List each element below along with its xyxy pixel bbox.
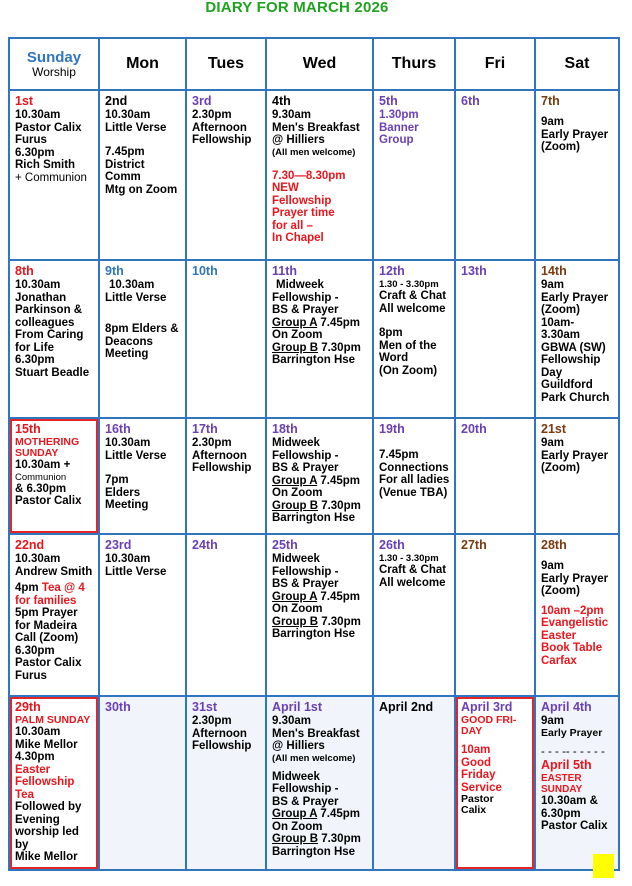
calendar-table: [8, 37, 620, 871]
day-cell: [99, 418, 186, 534]
event-text: Friday: [461, 769, 496, 781]
day-date: 6th: [461, 94, 480, 108]
week-row-3: [9, 418, 619, 534]
day-cell: [373, 90, 455, 260]
day-cell: [9, 534, 99, 696]
event-text: All welcome: [379, 302, 446, 315]
event-text: Barrington Hse: [272, 628, 356, 640]
event-text: for Madeira: [15, 619, 77, 632]
event-text: 9.30am: [272, 109, 312, 121]
event-text: Group: [379, 134, 414, 146]
event-text: Furus: [15, 134, 47, 146]
event-text: Meeting: [105, 499, 149, 511]
day-date: 19th: [379, 422, 405, 436]
page-title: DIARY FOR MARCH 2026: [205, 0, 389, 16]
day-cell: [266, 418, 373, 534]
day-cell: [99, 90, 186, 260]
day-date: 31st: [192, 700, 218, 714]
event-text: for all –: [272, 219, 313, 232]
event-text: [272, 833, 368, 846]
event-text: 6.30pm: [541, 807, 581, 820]
event-text: Little Verse: [105, 449, 167, 462]
event-text: 10.30am: [105, 109, 151, 121]
group-time: 7.30pm: [318, 499, 361, 512]
event-text: 7.45pm: [379, 449, 419, 461]
day-date: 18th: [272, 422, 298, 436]
day-date: 23rd: [105, 538, 132, 552]
event-text: Communion: [15, 471, 67, 483]
event-text: 2.30pm: [192, 715, 232, 727]
event-text: All welcome: [379, 576, 446, 589]
event-text: Word: [379, 352, 409, 364]
day-date: 22nd: [15, 538, 45, 552]
event-text: [272, 591, 368, 604]
event-text: 8pm Elders &: [105, 323, 179, 335]
event-text: Mike Mellor: [15, 851, 78, 863]
event-text: Deacons: [105, 335, 153, 348]
event-text: @ Hilliers: [272, 740, 325, 752]
event-text: BS & Prayer: [272, 795, 339, 808]
event-text: (All men welcome): [272, 752, 356, 764]
event-text: Fellowship: [272, 194, 332, 207]
event-text: EASTER: [541, 773, 582, 784]
group-time: 7.45pm: [317, 808, 360, 820]
event-text: Pastor Calix: [15, 121, 82, 134]
event-text: 10.30am: [105, 553, 151, 565]
event-text: Service: [461, 781, 502, 794]
event-text: Little Verse: [105, 121, 167, 134]
group-label: Group B: [272, 615, 318, 628]
day-date: 28th: [541, 538, 567, 552]
event-text: 10am –2pm: [541, 604, 604, 617]
day-date: 16th: [105, 422, 131, 436]
event-text: (On Zoom): [379, 364, 438, 377]
event-text: Rich Smith: [15, 159, 76, 171]
event-text: 10am-: [541, 316, 575, 329]
event-text: 1.30 - 3.30pm: [379, 279, 439, 290]
event-text: BS & Prayer: [272, 578, 339, 590]
event-text: [272, 475, 368, 488]
day-cell: [373, 534, 455, 696]
event-text: 9am: [541, 437, 565, 449]
event-text: SUNDAY: [541, 784, 583, 795]
event-text: Barrington Hse: [272, 845, 356, 858]
day-cell: [535, 418, 619, 534]
event-text: & 6.30pm: [15, 482, 67, 495]
header-fri: Fri: [455, 38, 535, 90]
event-text: Mike Mellor: [15, 738, 78, 751]
event-text: 3.30am: [541, 329, 581, 341]
day-cell: [373, 418, 455, 534]
day-date: 20th: [461, 422, 487, 436]
event-text: Banner: [379, 121, 419, 134]
event-text: Early Prayer: [541, 128, 609, 141]
header-row: [9, 38, 619, 90]
event-text: Pastor Calix: [15, 495, 82, 507]
header-wed: Wed: [266, 38, 373, 90]
day-cell: [99, 534, 186, 696]
day-date: 11th: [272, 264, 298, 278]
day-date: 8th: [15, 264, 34, 278]
event-text: Midweek: [272, 553, 320, 565]
day-date: 5th: [379, 94, 398, 108]
event-text: + Communion: [15, 171, 87, 184]
header-tue: Tues: [186, 38, 266, 90]
event-text: Men of the: [379, 339, 437, 352]
event-text: Midweek: [272, 770, 320, 783]
event-highlight: Tea @ 4: [41, 582, 85, 594]
day-cell: [535, 534, 619, 696]
event-text: Barrington Hse: [272, 354, 356, 366]
group-label: Group A: [272, 474, 318, 487]
day-date: 9th: [105, 264, 124, 278]
day-date: 12th: [379, 264, 405, 278]
event-text: 5pm Prayer: [15, 607, 78, 619]
group-label: Group A: [272, 316, 318, 329]
event-text: 10.30am: [15, 279, 61, 291]
day-cell-highlighted: [9, 418, 99, 534]
event-text: Afternoon: [192, 121, 247, 134]
event-text: 9am: [541, 116, 565, 128]
event-text: @ Hilliers: [272, 134, 325, 146]
group-time: 7.45pm: [317, 474, 360, 487]
header-sunday: [9, 38, 99, 90]
day-cell: [455, 90, 535, 260]
day-cell: [266, 260, 373, 418]
day-cell: [535, 90, 619, 260]
event-text: Mtg on Zoom: [105, 183, 178, 196]
event-text: Barrington Hse: [272, 512, 356, 524]
event-text: Craft & Chat: [379, 564, 447, 576]
event-text: (Zoom): [541, 304, 580, 316]
header-sunday-sub: Worship: [32, 64, 76, 79]
event-text: Early Prayer: [541, 291, 609, 304]
event-text: Andrew Smith: [15, 565, 93, 578]
event-text: From Caring: [15, 329, 84, 341]
day-date: 17th: [192, 422, 218, 436]
day-cell: [535, 696, 619, 870]
day-cell: [455, 260, 535, 418]
event-text: Little Verse: [105, 291, 167, 304]
day-cell: [99, 260, 186, 418]
event-text: PALM SUNDAY: [15, 714, 91, 726]
event-text: Fellowship -: [272, 565, 339, 578]
event-text: Early Prayer: [541, 449, 609, 462]
day-date: 24th: [192, 538, 218, 552]
event-text: 2.30pm: [192, 437, 232, 449]
day-date: April 2nd: [379, 700, 434, 714]
event-text: Men's Breakfast: [272, 727, 360, 740]
day-date: April 3rd: [461, 700, 513, 714]
event-text: 10.30am: [15, 553, 61, 565]
event-text: for Life: [15, 341, 54, 354]
day-date: 7th: [541, 94, 560, 108]
group-time: 7.45pm: [317, 316, 360, 329]
day-cell: [266, 90, 373, 260]
event-text: Midweek: [272, 437, 320, 449]
day-date: 30th: [105, 700, 131, 714]
day-cell: [186, 260, 266, 418]
event-text: On Zoom: [272, 487, 323, 499]
day-date: 10th: [192, 264, 218, 278]
event-text: Calix: [461, 804, 487, 816]
group-label: Group B: [272, 341, 318, 354]
day-cell: [186, 418, 266, 534]
event-text: Meeting: [105, 348, 149, 360]
day-date: 14th: [541, 264, 567, 278]
day-cell: [266, 696, 373, 870]
event-text: (Zoom): [541, 462, 580, 474]
event-text: 7.45pm: [105, 146, 145, 158]
day-date: 21st: [541, 422, 567, 436]
event-text: Call (Zoom): [15, 632, 79, 644]
event-text: Afternoon: [192, 727, 247, 740]
event-text: Jonathan: [15, 291, 67, 304]
day-date: 25th: [272, 538, 298, 552]
week-row-1: [9, 90, 619, 260]
event-text: Prayer time: [272, 207, 335, 219]
day-date: 26th: [379, 538, 405, 552]
yellow-square-marker: [593, 854, 614, 878]
day-cell: [99, 696, 186, 870]
day-cell: [186, 696, 266, 870]
day-date: April 5th: [541, 758, 592, 772]
group-label: Group A: [272, 590, 318, 603]
event-text: Afternoon: [192, 449, 247, 462]
group-label: Group A: [272, 808, 318, 820]
event-text: 7.30—8.30pm: [272, 169, 346, 182]
event-text: For all ladies: [379, 474, 450, 486]
event-text: 1.30 - 3.30pm: [379, 553, 439, 564]
event-text: (Zoom): [541, 585, 580, 597]
event-text: Evangelistic: [541, 617, 609, 629]
event-text: Fellowship -: [272, 449, 339, 462]
event-text: Guildford: [541, 379, 593, 391]
day-date: 1st: [15, 94, 34, 108]
event-text: 9am: [541, 560, 565, 572]
event-text: [272, 616, 368, 629]
event-text: Easter: [541, 629, 577, 642]
day-cell: [186, 90, 266, 260]
event-text: Tea: [15, 788, 34, 801]
event-text: Fellowship: [192, 134, 252, 146]
event-text: Day: [541, 366, 563, 379]
event-text: NEW: [272, 182, 299, 194]
event-text: 7pm: [105, 474, 129, 486]
day-cell: [373, 696, 455, 870]
event-time: 4pm: [15, 582, 42, 594]
event-text: [272, 808, 368, 821]
event-text: Pastor Calix: [15, 657, 82, 669]
event-text: Men's Breakfast: [272, 121, 360, 134]
event-text: 10.30am: [15, 726, 61, 738]
event-text: 10.30am &: [541, 795, 598, 807]
day-cell: [373, 260, 455, 418]
event-text: (Zoom): [541, 141, 580, 153]
day-date: 29th: [15, 700, 41, 714]
event-text: Followed by: [15, 801, 82, 813]
event-text: Midweek: [276, 279, 324, 291]
event-text: Easter: [15, 763, 51, 776]
day-date: April 4th: [541, 700, 592, 714]
day-cell-highlighted: [455, 696, 535, 870]
event-text: Pastor: [461, 793, 494, 805]
event-text: Carfax: [541, 654, 577, 667]
day-cell-highlighted: [9, 696, 99, 870]
event-text: 8pm: [379, 327, 403, 339]
day-cell: [186, 534, 266, 696]
event-text: BS & Prayer: [272, 304, 339, 316]
event-text: DAY: [461, 725, 483, 737]
event-text: Evening: [15, 813, 60, 826]
event-text: Craft & Chat: [379, 290, 447, 302]
day-date: 3rd: [192, 94, 212, 108]
day-cell: [9, 260, 99, 418]
event-text: In Chapel: [272, 232, 324, 244]
separator: - - - -- - - - - -: [541, 745, 605, 758]
event-text: 6.30pm: [15, 644, 55, 657]
event-text: Fellowship -: [272, 783, 339, 795]
day-date: 4th: [272, 94, 291, 108]
header-sunday-label: Sunday: [26, 48, 82, 66]
day-date: 27th: [461, 538, 487, 552]
week-row-2: [9, 260, 619, 418]
header-mon: Mon: [99, 38, 186, 90]
day-cell: [266, 534, 373, 696]
event-text: [272, 500, 368, 513]
group-label: Group B: [272, 833, 318, 845]
group-label: Group B: [272, 499, 318, 512]
event-text: GBWA (SW): [541, 341, 606, 354]
event-text: Parkinson &: [15, 304, 83, 316]
event-text: District Comm: [105, 158, 145, 183]
day-date: April 1st: [272, 700, 323, 714]
day-date: 2nd: [105, 94, 128, 108]
event-text: Elders: [105, 486, 141, 499]
event-text: Fellowship: [192, 740, 252, 752]
event-text: 1.30pm: [379, 109, 419, 121]
group-time: 7.30pm: [318, 833, 361, 845]
event-text: On Zoom: [272, 603, 323, 615]
event-text: MOTHERING: [15, 436, 80, 448]
event-text: Fellowship: [192, 462, 252, 474]
event-text: Fellowship: [541, 354, 601, 366]
event-text: 10.30am: [109, 279, 155, 291]
event-text: Pastor Calix: [541, 820, 608, 832]
event-text: 9am: [541, 279, 565, 291]
event-text: SUNDAY: [15, 447, 59, 459]
header-thu: Thurs: [373, 38, 455, 90]
day-cell: [455, 534, 535, 696]
event-text: 10.30am: [105, 437, 151, 449]
event-text: Little Verse: [105, 565, 167, 578]
event-text: 6.30pm: [15, 146, 55, 159]
event-text: Book Table: [541, 642, 603, 654]
event-text: [272, 317, 368, 330]
event-text: On Zoom: [272, 329, 323, 341]
event-text: Good: [461, 756, 492, 769]
event-text: (All men welcome): [272, 146, 356, 158]
event-text: 9am: [541, 715, 565, 727]
event-text: 10.30am: [15, 109, 61, 121]
week-row-4: [9, 534, 619, 696]
event-text: GOOD FRI-: [461, 714, 517, 726]
group-time: 7.45pm: [317, 590, 360, 603]
day-cell: [9, 90, 99, 260]
event-text: Early Prayer: [541, 572, 609, 585]
event-text: On Zoom: [272, 820, 323, 833]
event-text: Park Church: [541, 391, 610, 404]
event-text: Stuart Beadle: [15, 366, 90, 379]
event-text: 10am: [461, 744, 491, 756]
event-text: Connections: [379, 461, 449, 474]
event-text: [272, 342, 368, 355]
event-text: BS & Prayer: [272, 462, 339, 474]
event-text: 4.30pm: [15, 751, 55, 763]
week-row-5: [9, 696, 619, 870]
event-text: 10.30am +: [15, 459, 71, 471]
event-text: 2.30pm: [192, 109, 232, 121]
group-time: 7.30pm: [318, 341, 361, 354]
day-cell: [535, 260, 619, 418]
event-text: Fellowship: [15, 776, 75, 788]
event-text: Furus: [15, 669, 47, 682]
day-date: 13th: [461, 264, 487, 278]
group-time: 7.30pm: [318, 615, 361, 628]
event-text: for families: [15, 594, 77, 607]
event-text: worship led by: [15, 826, 79, 851]
event-text: (Venue TBA): [379, 486, 448, 499]
event-text: [15, 582, 94, 595]
event-text: 6.30pm: [15, 354, 55, 366]
event-text: Fellowship -: [272, 291, 339, 304]
header-sat: Sat: [535, 38, 619, 90]
event-text: colleagues: [15, 316, 75, 329]
event-text: 9.30am: [272, 715, 312, 727]
day-date: 15th: [15, 422, 41, 436]
event-text: Early Prayer: [541, 726, 603, 739]
day-cell: [455, 418, 535, 534]
